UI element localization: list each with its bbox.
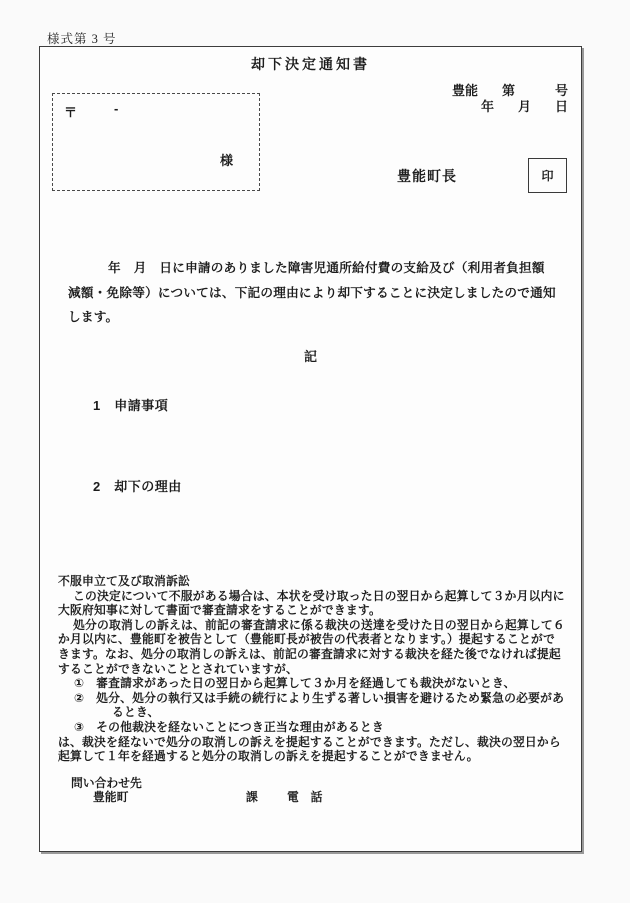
appeal-line: は、裁決を経ないで処分の取消しの訴えを提起することができます。ただし、裁決の翌日から [58, 734, 561, 749]
doc-number-suffix: 号 [555, 83, 569, 98]
body-paragraph [68, 256, 570, 330]
appeal-line: きます。なお、処分の取消しの訴えは、前記の審査請求に対する裁決を経た後でなければ提起 [58, 646, 561, 661]
contact-heading: 問い合わせ先 [71, 776, 142, 790]
addressee-honorific: 様 [220, 153, 234, 168]
appeal-line: この決定について不服がある場合は、本状を受け取った日の翌日から起算して３か月以内に [73, 588, 565, 603]
contact-department-label: 課 [246, 790, 258, 804]
document-title: 却下決定通知書 [251, 56, 370, 72]
form-number-label: 様式第 3 号 [47, 32, 117, 46]
record-marker: 記 [303, 349, 317, 364]
appeal-line: か月以内に、豊能町を被告として（豊能町長が被告の代表者となります。）提起することがで [58, 632, 556, 647]
body-line: します。 [68, 310, 119, 324]
record-item-rejection-reason: 2 却下の理由 [93, 479, 182, 494]
postal-code-dash: - [114, 101, 119, 116]
appeal-condition-2: ② 処分、処分の執行又は手続の続行により生ずる著しい損害を避けるため緊急の必要があ [74, 690, 565, 705]
appeal-condition-2-cont: るとき、 [112, 705, 160, 720]
issuer-office-label: 豊能 [452, 83, 479, 98]
appeal-line: することができないこととされていますが、 [58, 661, 298, 676]
seal-label: 印 [541, 169, 554, 183]
contact-phone-label: 電 話 [287, 790, 323, 804]
appeal-heading: 不服申立て及び取消訴訟 [58, 574, 190, 588]
appeal-line: 起算して１年を経過すると処分の取消しの訴えを提起することができません。 [58, 749, 479, 764]
appeal-line: 大阪府知事に対して書面で審査請求をすることができます。 [58, 603, 381, 618]
addressee-box [52, 93, 260, 191]
appeal-condition-1: ① 審査請求があった日の翌日から起算して３か月を経過しても裁決がないとき、 [74, 676, 516, 691]
appeal-condition-3: ③ その他裁決を経ないことにつき正当な理由があるとき [74, 719, 384, 734]
contact-town: 豊能町 [93, 790, 129, 804]
date-month-label: 月 [518, 99, 532, 114]
body-line: 減額・免除等）については、下記の理由により却下することに決定しましたので通知 [68, 285, 556, 300]
appeal-notice [58, 574, 570, 764]
record-item-application: 1 申請事項 [93, 398, 169, 413]
body-line: 年 月 日に申請のありました障害児通所給付費の支給及び（利用者負担額 [108, 261, 545, 275]
postal-mark: 〒 [64, 105, 78, 120]
date-year-label: 年 [481, 99, 495, 114]
appeal-line: 処分の取消しの訴えは、前記の審査請求に係る裁決の送達を受けた日の翌日から起算して６ [73, 617, 565, 632]
seal-box [528, 158, 567, 193]
issuer-title: 豊能町長 [397, 168, 457, 184]
date-day-label: 日 [555, 99, 569, 114]
doc-number-prefix: 第 [502, 83, 516, 98]
